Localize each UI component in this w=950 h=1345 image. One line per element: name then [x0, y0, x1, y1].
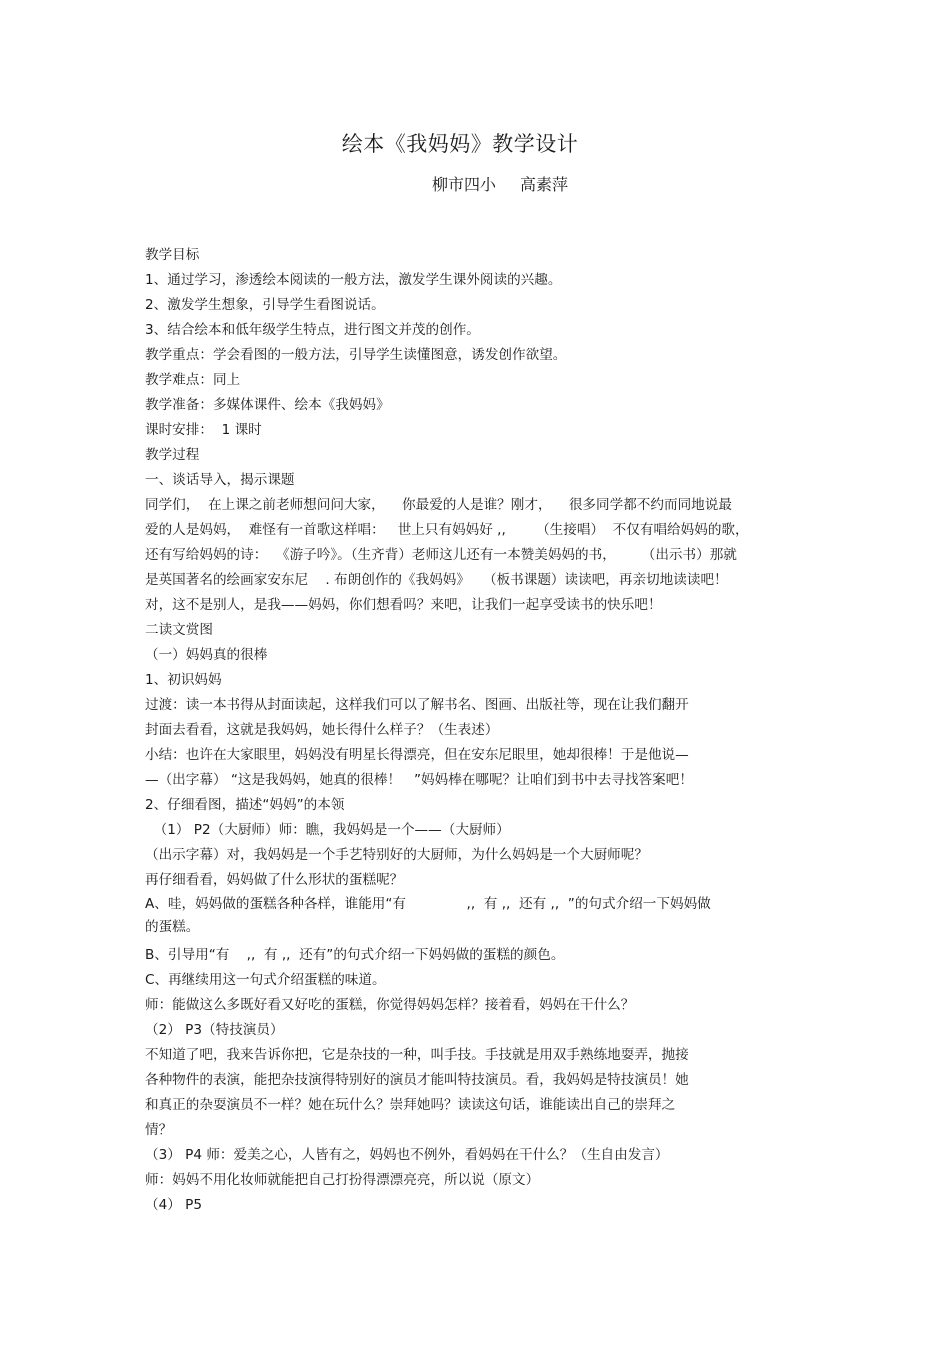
paragraph-line: A、哇，妈妈做的蛋糕各种各样，谁能用“有 ,, 有 ,, 还有 ,, ”的句式介绍一下妈妈做 — [145, 896, 711, 912]
paragraph-line: —（出字幕） “这是我妈妈，她真的很棒！ ”妈妈棒在哪呢？让咱们到书中去寻找答案吧！ — [145, 772, 693, 788]
paragraph-line: 师：能做这么多既好看又好吃的蛋糕，你觉得妈妈怎样？接着看，妈妈在干什么？ — [145, 997, 635, 1013]
paragraph-line: 师：妈妈不用化妆师就能把自己打扮得漂漂亮亮，所以说（原文） — [145, 1172, 540, 1188]
section-heading: （一）妈妈真的很棒 — [145, 647, 268, 663]
document-title: 绘本《我妈妈》教学设计 — [341, 132, 579, 156]
paragraph-line: 爱的人是妈妈， 难怪有一首歌这样唱： 世上只有妈妈好 ,, （生接唱） 不仅有唱给妈妈的歌， — [145, 522, 749, 538]
section-heading: 二读文赏图 — [145, 622, 213, 638]
paragraph-line: 对，这不是别人，是我——妈妈，你们想看吗？来吧，让我们一起享受读书的快乐吧！ — [145, 597, 662, 613]
paragraph-line: 课时安排： 1 课时 — [145, 422, 262, 438]
paragraph-line: （3） P4 师：爱美之心，人皆有之，妈妈也不例外，看妈妈在干什么？（生自由发言） — [145, 1147, 669, 1163]
author-name: 高素萍 — [520, 175, 569, 194]
paragraph-line: 同学们， 在上课之前老师想问问大家， 你最爱的人是谁？刚才， 很多同学都不约而同地说最 — [145, 497, 732, 513]
paragraph-line: 3、结合绘本和低年级学生特点，进行图文并茂的创作。 — [145, 322, 480, 338]
author-school: 柳市四小 — [432, 175, 497, 194]
paragraph-line: 封面去看看，这就是我妈妈，她长得什么样子？（生表述） — [145, 722, 499, 738]
paragraph-line: 再仔细看看，妈妈做了什么形状的蛋糕呢？ — [145, 872, 404, 888]
paragraph-line: 教学准备：多媒体课件、绘本《我妈妈》 — [145, 397, 390, 413]
paragraph-line: （4） P5 — [145, 1197, 203, 1213]
author-line — [432, 172, 568, 195]
paragraph-line: 过渡：读一本书得从封面读起，这样我们可以了解书名、图画、出版社等，现在让我们翻开 — [145, 697, 689, 713]
section-heading: 1、初识妈妈 — [145, 672, 222, 688]
paragraph-line: 教学难点：同上 — [145, 372, 241, 388]
paragraph-line: 是英国著名的绘画家安东尼 . 布朗创作的《我妈妈》 （板书课题）读读吧，再亲切地读读吧！ — [145, 572, 728, 588]
paragraph-line: B、引导用“有 ,, 有 ,, 还有”的句式介绍一下妈妈做的蛋糕的颜色。 — [145, 947, 565, 963]
paragraph-line: 和真正的杂耍演员不一样？她在玩什么？崇拜她吗？读读这句话，谁能读出自己的崇拜之 — [145, 1097, 676, 1113]
paragraph-line: C、再继续用这一句式介绍蛋糕的味道。 — [145, 972, 386, 988]
paragraph-line: 不知道了吧，我来告诉你把，它是杂技的一种，叫手技。手技就是用双手熟练地耍弄，抛接 — [145, 1047, 689, 1063]
paragraph-line: 各种物件的表演，能把杂技演得特别好的演员才能叫特技演员。看，我妈妈是特技演员！她 — [145, 1072, 689, 1088]
paragraph-line: （2） P3（特技演员） — [145, 1022, 284, 1038]
paragraph-line: 教学重点：学会看图的一般方法，引导学生读懂图意，诱发创作欲望。 — [145, 347, 567, 363]
paragraph-line: 还有写给妈妈的诗： 《游子吟》。（生齐背）老师这儿还有一本赞美妈妈的书， （出示书）那就 — [145, 547, 737, 563]
paragraph-line: （1） P2（大厨师）师：瞧，我妈妈是一个——（大厨师） — [145, 822, 510, 838]
section-heading: 一、谈话导入，揭示课题 — [145, 472, 295, 488]
paragraph-line: 的蛋糕。 — [145, 919, 200, 935]
section-heading: 教学目标 — [145, 247, 200, 263]
paragraph-line: 1、通过学习，渗透绘本阅读的一般方法，激发学生课外阅读的兴趣。 — [145, 272, 562, 288]
section-heading: 2、仔细看图，描述“妈妈”的本领 — [145, 797, 345, 813]
document-body — [145, 243, 805, 1218]
paragraph-line: 2、激发学生想象，引导学生看图说话。 — [145, 297, 385, 313]
paragraph-line: （出示字幕）对，我妈妈是一个手艺特别好的大厨师，为什么妈妈是一个大厨师呢？ — [145, 847, 648, 863]
paragraph-line: 小结：也许在大家眼里，妈妈没有明星长得漂亮，但在安东尼眼里，她却很棒！于是他说— — [145, 747, 689, 763]
paragraph-line: 情？ — [145, 1122, 173, 1138]
section-heading: 教学过程 — [145, 447, 200, 463]
